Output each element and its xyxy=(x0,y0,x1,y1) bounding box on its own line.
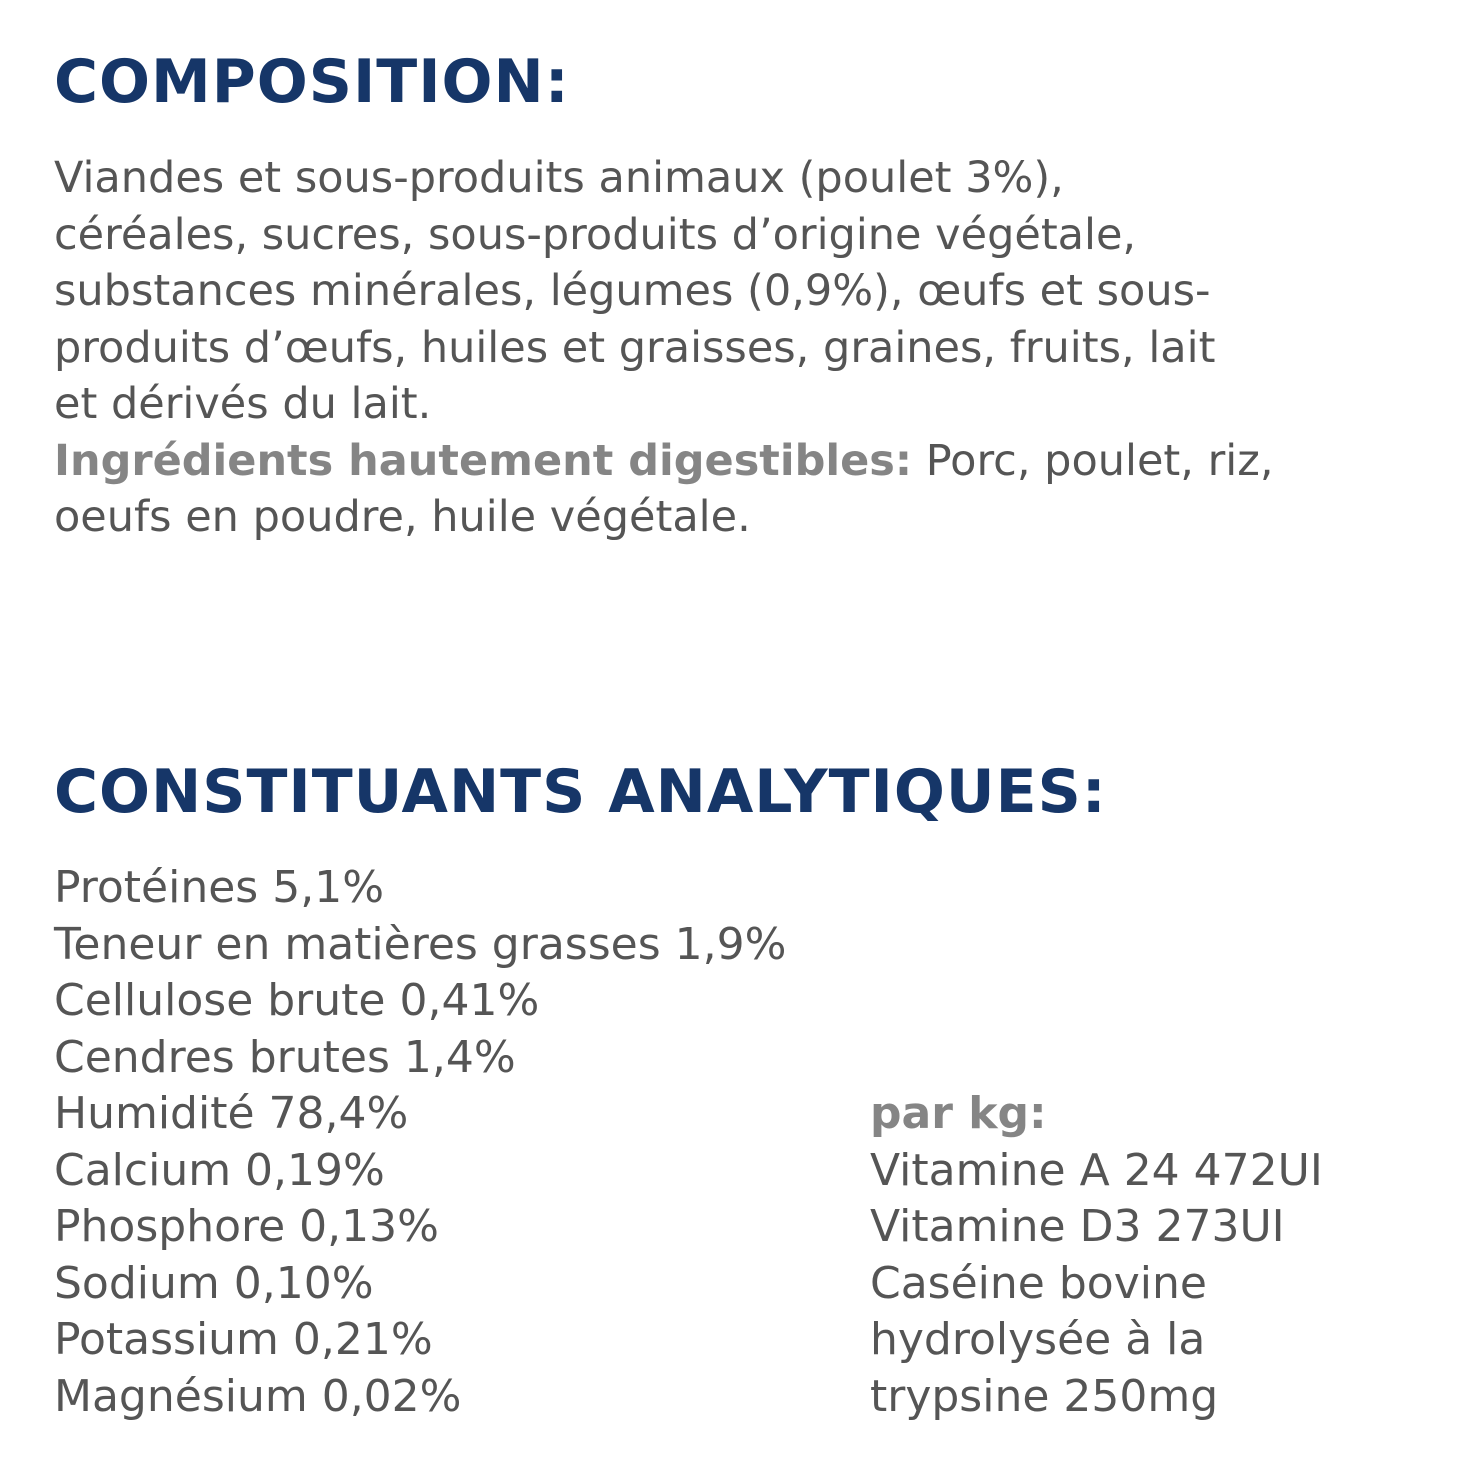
per-kg-item: Vitamine D3 273UI xyxy=(870,1201,1285,1252)
digestible-ingredients-label: Ingrédients hautement digestibles: xyxy=(54,435,913,486)
digestible-ingredients-continuation: oeufs en poudre, huile végétale. xyxy=(54,492,751,542)
constituent-item: Calcium 0,19% xyxy=(54,1144,385,1196)
digestible-ingredients-text: Porc, poulet, riz, xyxy=(912,435,1274,486)
composition-line: céréales, sucres, sous-produits d’origine végétale, xyxy=(54,209,1137,260)
composition-line: produits d’œufs, huiles et graisses, graines, fruits, lait xyxy=(54,322,1216,373)
composition-line: substances minérales, légumes (0,9%), œufs et sous- xyxy=(54,266,1211,316)
constituent-item: Cellulose brute 0,41% xyxy=(54,975,540,1026)
per-kg-item: Vitamine A 24 472UI xyxy=(870,1144,1323,1196)
composition-line: Viandes et sous-produits animaux (poulet 3%), xyxy=(54,153,1064,203)
constituent-item: Phosphore 0,13% xyxy=(54,1201,439,1252)
composition-line: et dérivés du lait. xyxy=(54,379,432,429)
composition-text xyxy=(54,150,1444,546)
constituants-heading: CONSTITUANTS ANALYTIQUES: xyxy=(54,757,1107,827)
constituent-item: Cendres brutes 1,4% xyxy=(54,1031,516,1083)
per-kg-item: trypsine 250mg xyxy=(870,1370,1219,1422)
analytical-constituents-list xyxy=(54,860,786,1425)
constituent-item: Teneur en matières grasses 1,9% xyxy=(54,918,787,970)
composition-heading: COMPOSITION: xyxy=(54,47,570,117)
constituent-item: Potassium 0,21% xyxy=(54,1314,433,1365)
digestible-ingredients-line xyxy=(54,433,1444,490)
per-kg-item: Caséine bovine xyxy=(870,1257,1207,1309)
constituent-item: Magnésium 0,02% xyxy=(54,1370,462,1422)
per-kg-item: hydrolysée à la xyxy=(870,1314,1206,1365)
constituent-item: Sodium 0,10% xyxy=(54,1257,374,1309)
per-kg-list xyxy=(870,1086,1323,1425)
per-kg-label: par kg: xyxy=(870,1088,1047,1139)
constituent-item: Protéines 5,1% xyxy=(54,862,384,913)
constituent-item: Humidité 78,4% xyxy=(54,1088,409,1139)
